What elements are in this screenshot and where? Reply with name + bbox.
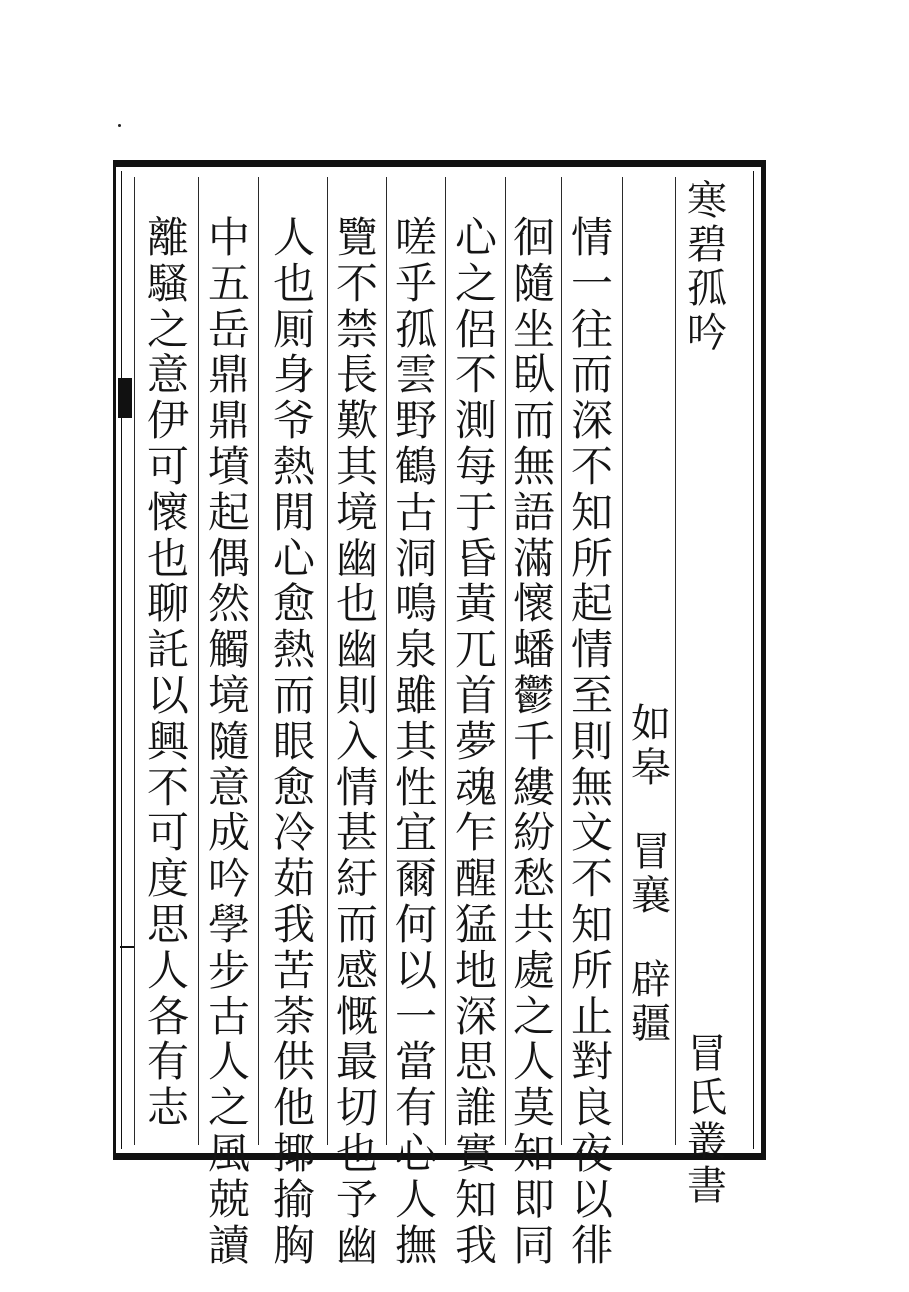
column-rule bbox=[505, 177, 506, 1145]
column-rule bbox=[258, 177, 259, 1145]
column-rule bbox=[622, 177, 623, 1145]
preface-column-5: 覽不禁長歎其境幽也幽則入情甚紆而感慨最切也予幽 bbox=[335, 213, 378, 1270]
book-title: 寒碧孤吟 bbox=[687, 178, 727, 356]
binding-mark bbox=[118, 378, 132, 418]
frame-inner-line-right bbox=[753, 171, 754, 1149]
column-rule bbox=[134, 177, 135, 1145]
column-rule bbox=[386, 177, 387, 1145]
column-rule bbox=[327, 177, 328, 1145]
scan-speck bbox=[118, 124, 121, 127]
column-rule bbox=[561, 177, 562, 1145]
frame-inner-line-left bbox=[121, 171, 122, 1149]
author-gap bbox=[626, 918, 676, 958]
page-frame bbox=[113, 160, 766, 1270]
preface-column-7: 中五岳鼎鼎墳起偶然觸境隨意成吟學步古人之風兢讀 bbox=[207, 213, 250, 1270]
gutter-tick bbox=[120, 946, 134, 948]
preface-column-6: 人也厠身爷熱閒心愈熱而眼愈冷茹我苦荼供他揶揄胸 bbox=[272, 213, 315, 1270]
author-name: 襄 bbox=[631, 873, 671, 919]
preface-column-8: 離騷之意伊可懷也聊託以興不可度思人各有志 bbox=[146, 213, 189, 1133]
column-rule bbox=[445, 177, 446, 1145]
author-gap bbox=[626, 790, 676, 830]
author-line bbox=[626, 702, 676, 1046]
author-place: 如皋 bbox=[631, 701, 671, 791]
author-style: 辟疆 bbox=[631, 957, 671, 1047]
preface-column-2: 徊隨坐臥而無語滿懷蟠鬱千縷紛愁共處之人莫知即同 bbox=[512, 213, 555, 1270]
author-surname: 冒 bbox=[631, 829, 671, 875]
series-name: 冒氏叢書 bbox=[687, 1031, 727, 1209]
preface-column-4: 嗟乎孤雲野鶴古洞鳴泉雖其性宜爾何以一當有心人撫 bbox=[394, 213, 437, 1270]
preface-column-1: 情一往而深不知所起情至則無文不知所止對良夜以徘 bbox=[570, 213, 613, 1270]
preface-column-3: 心之侶不測每于昏黃兀首夢魂乍醒猛地深思誰實知我 bbox=[454, 213, 497, 1270]
column-rule bbox=[198, 177, 199, 1145]
